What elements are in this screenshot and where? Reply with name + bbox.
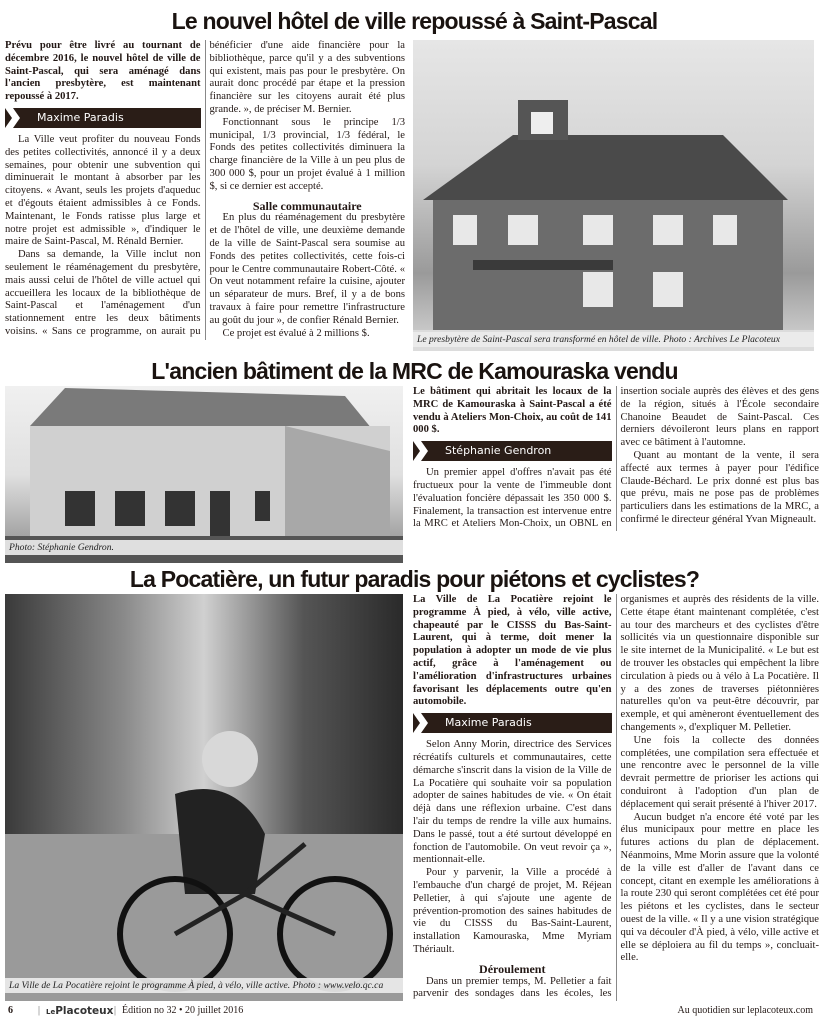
paragraph: Fonctionnant sous le principe 1/3 municipal, 1/3 provincial, 1/3 fédéral, le Fonds des petites collectivités diminuera la charge financière de la Ville à un peu plus de 300 000 $, pour un projet évalué à 1 million $, si ce dernier est accepté. [209,116,405,192]
paragraph: En plus du réaménagement du presbytère et de l'hôtel de ville, une deuxième demande de la ville de Saint-Pascal sera soumise au Fonds des petites collectivités, cette fois-ci pour le Centre communautaire Robert-Côté. « On veut notamment refaire la cuisine, ajouter un séparateur de murs. Bref, il y a de bons travaux à faire pour remettre l'infrastructure au goût du jour », de confier Rénald Bernier. [209,212,405,326]
house-illustration [413,40,814,351]
paragraph: La Ville veut profiter du nouveau Fonds des petites collectivités, annoncé il y a deux semaines, pour obtenir une subvention qui diminuerait le montant à absorber par les citoyens. « Avant, seuls les projets d'aqueduc et d'égouts étaient admissibles à ce Fonds. Maintenant, le Fonds ratisse plus large et notre projet est admissible », d'indiquer le maire de Saint-Pascal, M. Rénald Bernier. [5,133,201,248]
article1-lead: Prévu pour être livré au tournant de décembre 2016, le nouvel hôtel de ville de Saint-Pascal, qui sera aménagé dans l'ancien presbytère, est maintenant repoussé à 2017. [5,40,201,103]
chevron-icon [413,441,437,461]
paragraph: Quant au montant de la vente, il sera affecté aux termes à payer pour l'édifice Claude-Béchard. Le prix donné est plus bas que prévu, mais ne pose pas de problèmes particuliers dans les estimations de la MRC, a confirmé le directeur général Yvan Migneault. [620,449,819,525]
headline-article2: L'ancien bâtiment de la MRC de Kamouraska vendu [151,358,678,384]
article2 [0,386,829,564]
article1-body [5,40,405,340]
paragraph: Dans un premier temps, M. Pelletier a fait parvenir des sondages dans les écoles, les organismes et auprès des résidents de la ville. Cette étape étant maintenant complétée, c'est au tour des marcheurs et des cyclistes d'être sollicités via un questionnaire disponible sur le site internet de la Municipalité. « Le but est de trouver les obstacles qui empêchent la libre circulation à pieds ou à vélo à La Pocatière. Il y a des zones de traverses piétonnières naturelles qu'on va peut-être découvrir, par exemple, et qui amèneront éventuellement des changements », d'expliquer M. Pelletier. [413,594,819,1000]
website-link[interactable]: Au quotidien sur leplacoteux.com [677,1005,813,1017]
brand-logo: LePlacoteux [46,1005,114,1018]
photo-mrc-building [5,386,403,563]
byline [413,713,612,733]
building-illustration [5,386,403,563]
page-footer [0,1005,829,1021]
headline-article3: La Pocatière, un futur paradis pour piétons et cyclistes? [129,566,700,592]
photo-cyclist [5,594,403,1001]
chevron-icon [413,713,437,733]
photo-caption: La Ville de La Pocatière rejoint le programme À pied, à vélo, ville active. Photo : www.velo.qc.ca [5,978,403,993]
article2-lead: Le bâtiment qui abritait les locaux de la MRC de Kamouraska à Saint-Pascal a été vendu à Ateliers Mon-Choix, au coût de 141 000 $. [413,386,612,436]
article3-lead: La Ville de La Pocatière rejoint le programme À pied, à vélo, ville active, chapeauté par le CISSS du Bas-Saint-Laurent, qui à terme, doit mener la population à adopter un mode de vie plus actif, grâce à l'aménagement ou l'amélioration d'infrastructures urbaines favorisant les déplacements outre qu'en automobile. [413,594,612,708]
paragraph: Un premier appel d'offres n'avait pas été fructueux pour la vente de l'immeuble dont l'évaluation foncière dépassait les 350 000 $. Finalement, la transaction est intervenue entre la MRC et Ateliers Mon-Choix, un OBNL en insertion sociale auprès des élèves et des gens de la région, situés à l'École secondaire Chanoine Beaudet de Saint-Pascal. Ces derniers dévoileront leurs plans en rapport avec ce bâtiment à l'automne. [413,386,819,530]
article1 [0,40,829,356]
paragraph: Une fois la collecte des données complétées, une compilation sera effectuée et une rencontre avec le personnel de la ville devrait permettre de prioriser les actions qui conduiront à l'adoption d'un plan de déplacement qui serait présenté à l'hiver 2017. [620,734,819,810]
page-number: 6 [8,1005,13,1017]
paragraph: Aucun budget n'a encore été voté par les élus municipaux pour mettre en place les futures actions du plan de déplacement. Néanmoins, Mme Morin assure que la volonté de la ville est d'aller de l'avant dans ce concept, citant en exemple les améliorations à la route 230 qui seront complétées cet été pour les piétons et les cyclistes, dans le secteur ouest de la ville. « Il y a une vision stratégique qui va découler d'À pied, à vélo, ville active et elle se déploiera au fil du temps », concluait-elle. [620,811,819,964]
photo-presbytere [413,40,814,351]
photo-caption: Photo: Stéphanie Gendron. [5,540,403,555]
headline-article1: Le nouvel hôtel de ville repoussé à Saint-Pascal [171,8,658,34]
cyclist-illustration [5,594,403,1001]
author-name: Stéphanie Gendron [445,444,552,458]
byline [413,441,612,461]
chevron-icon [5,108,29,128]
paragraph: Dans sa demande, la Ville inclut non seulement le réaménagement du presbytère, mais aussi celui de l'hôtel de ville actuel qui accueillera les locaux de la bibliothèque de Saint-Pascal et l'aménagement d'un stationnement entre les deux bâtiments voisins. « Sans ce programme, on aurait pu bénéficier d'une aide financière pour la bibliothèque, parce qu'il y a des subventions qui existent, mais pas pour le presbytère. On aurait donc procédé par étape et la pression financière sur les citoyens aurait été plus grande. », de préciser M. Bernier. [5,40,405,337]
paragraph: Ce projet est évalué à 2 millions $. [222,327,370,339]
separator: | [38,1005,41,1017]
paragraph: Selon Anny Morin, directrice des Services récréatifs culturels et communautaires, cette démarche s'inscrit dans la vision de la Ville de La Pocatière qui souhaite voir sa population adopter de saines habitudes de vie. « On était déjà dans une réflexion urbaine. C'est dans l'air du temps de rendre la ville aux humains. Dans le passé, tout a été surtout développé en fonction de l'automobile. On veut revoir ça », mentionnait-elle. [413,739,612,866]
subheading: Déroulement [479,961,546,976]
article3-body [413,594,819,1001]
byline [5,108,201,128]
author-name: Maxime Paradis [445,716,532,730]
separator: | [114,1005,117,1017]
edition-info: Édition no 32 • 20 juillet 2016 [122,1005,244,1017]
subheading: Salle communautaire [252,198,362,213]
paragraph: Pour y parvenir, la Ville a procédé à l'embauche d'un chargé de projet, M. Réjean Pelletier, à qui s'ajoute une agente de prévention-promotion des saines habitudes de vie du CISSS du Bas-Saint-Laurent, installation Kamouraska, Mme Myriam Thériault. [413,867,612,955]
article2-body [413,386,819,531]
author-name: Maxime Paradis [37,110,124,124]
photo-caption: Le presbytère de Saint-Pascal sera transformé en hôtel de ville. Photo : Archives Le Placoteux [413,332,814,347]
article3 [0,594,829,1001]
